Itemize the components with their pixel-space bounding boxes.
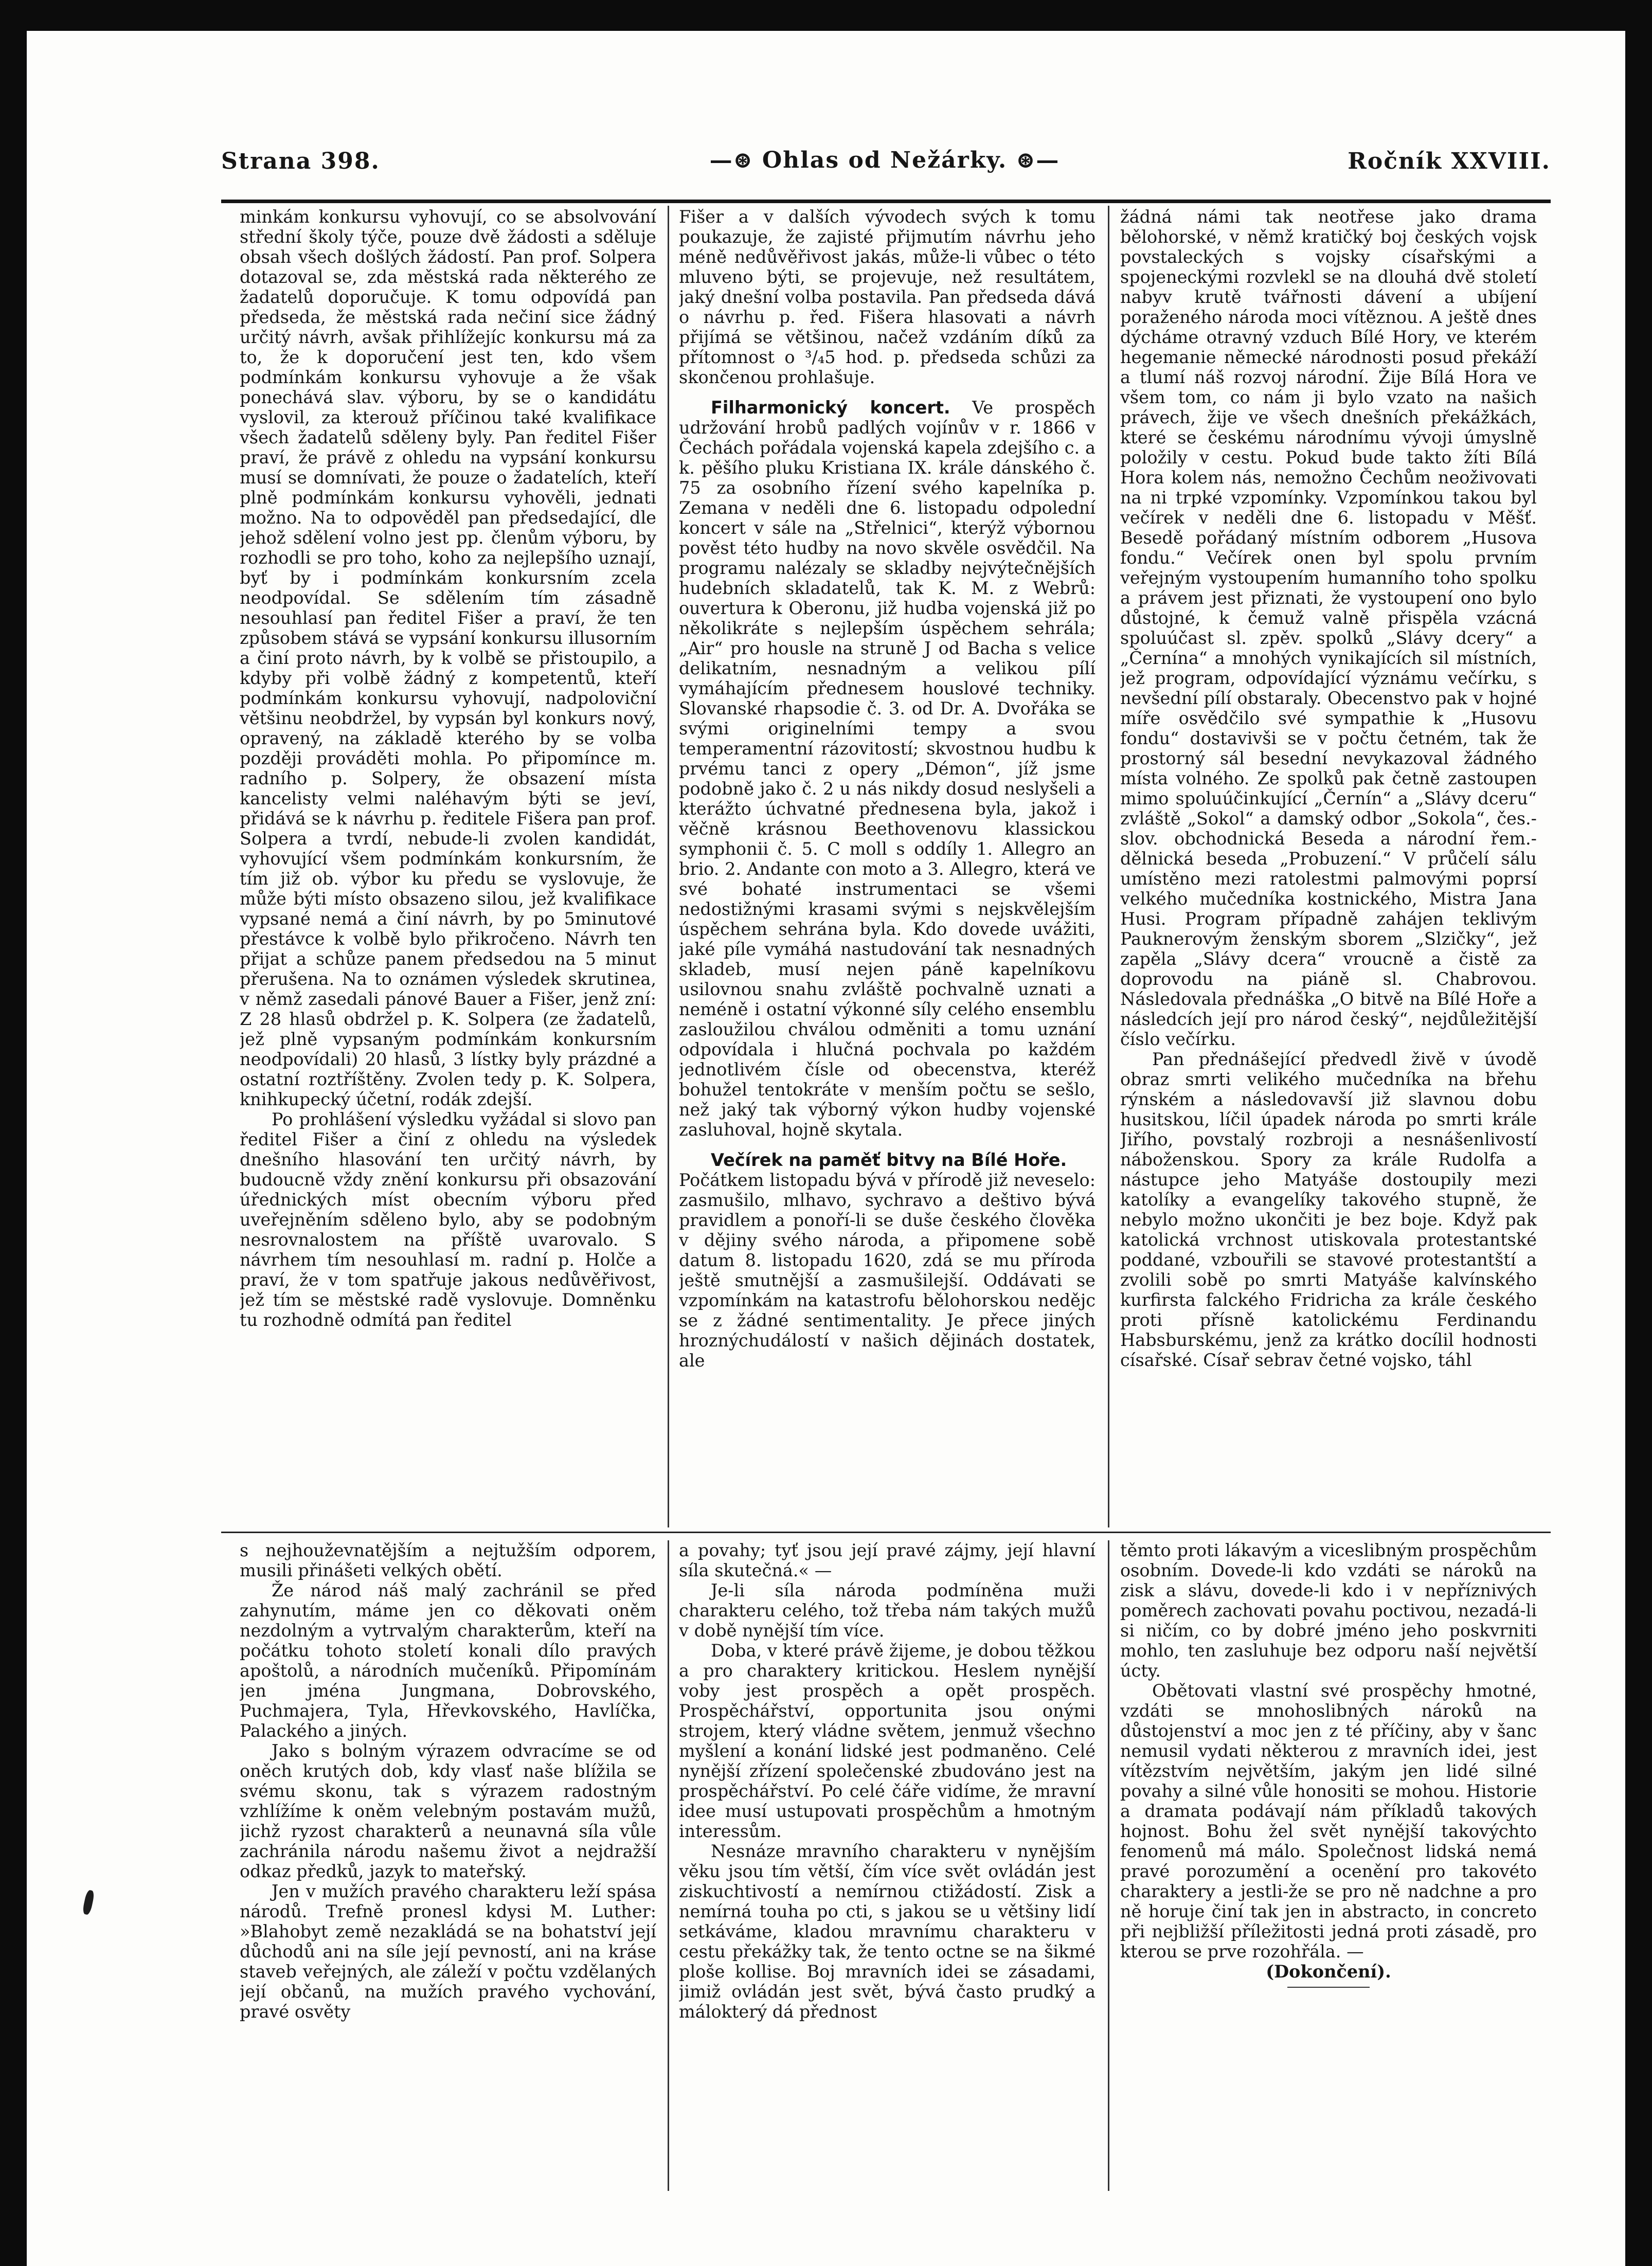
ink-blot xyxy=(82,1890,95,1915)
column-divider xyxy=(1108,206,1109,1527)
volume-number: Ročník XXVIII. xyxy=(1348,148,1551,174)
paragraph: s nejhouževnatějším a nejtužším odporem, musili přinášeti velkých obětí. xyxy=(240,1540,656,1580)
paragraph: Pan přednášející předvedl živě v úvodě obraz smrti velikého mučedníka na břehu rýnském a následovavší již slavnou dobu husitskou, líčil úpadek národa po smrti krále Jiřího, povstalý rozbroji a nesnášenlivostí náboženskou. Spory za krále Rudolfa a nástupce jeho Matyáše dostoupily mezi katolíky a evangelíky takového stupně, že nebylo možno ukončiti je bez boje. Když pak katolická vrchnost utiskovala protestantské poddané, vzbouřili se stavové protestantští a zvolili sobě po smrti Matyáše kalvínského kurfirsta falckého Fridricha za krále českého proti přísně katolickému Ferdinandu Habsburskému, jenž za krátko docílil hodnosti císařské. Císař sebrav četné vojsko, táhl xyxy=(1120,1049,1537,1370)
paragraph: Nesnáze mravního charakteru v nynějším věku jsou tím větší, čím více svět ovládán jest ziskuchtivostí a nemírnou ctižádostí. Zisk a nemírná touha po cti, s jakou se u většiny lidí setkáváme, kladou mravnímu charakteru v cestu překážky tak, že tento octne se na šikmé ploše kollise. Boj mravních idei se zásadami, jimiž ovládán jest svět, bývá často prudký a málokterý dá přednost xyxy=(679,1841,1096,2022)
paragraph: Je-li síla národa podmíněna muži charakteru celého, tož třeba nám takých mužů v době nynější tím více. xyxy=(679,1580,1096,1641)
column-1 xyxy=(240,207,656,1518)
paragraph: Obětovati vlastní své prospěchy hmotné, vzdáti se mnohoslibných nároků na důstojenství a moc jen z té příčiny, aby v šanc nemusil vydati některou z mravních idei, jest vítězstvím největším, jakým jen lidé silné povahy a silné vůle honositi se mohou. Historie a dramata podávají nám příkladů takových hojnost. Bohu žel svět nynější takovýchto fenomenů má málo. Společnost lidská nemá pravé porozumění a ocenění pro takovéto charaktery a jestli-že se pro ně nadchne a pro ně horuje činí tak jen in abstracto, in concreto při nejbližší příležitosti jedná proti zásadě, pro kterou se prve rozohřála. — xyxy=(1120,1681,1537,1962)
paragraph: minkám konkursu vyhovují, co se absolvování střední školy týče, pouze dvě žádosti a sděluje obsah všech došlých žádostí. Pan prof. Solpera dotazoval se, zda městská rada některého ze žadatelů doporučuje. K tomu odpovídá pan předseda, že městská rada nečiní sice žádný určitý návrh, avšak přihlížejíc konkursu má za to, že k doporučení jest ten, kdo všem podmínkám konkursu vyhovuje a že však ponechává slav. výboru, by se o kandidátu vyslovil, za kterouž příčinou také kvalifikace všech žadatelů sděleny byly. Pan ředitel Fišer praví, že právě z ohledu na vypsání konkursu musí se domnívati, že pouze o žadatelích, kteří plně podmínkám konkursu vyhověli, jednati možno. Na to odpověděl pan předsedající, dle jehož sdělení volno jest pp. členům výboru, by rozhodli se pro toho, koho za nejlepšího uznají, byť by i podmínkám konkursním zcela neodpovídal. Se sdělením tím zásadně nesouhlasí pan ředitel Fišer a praví, že ten způsobem stává se vypsání konkursu illusorním a činí proto návrh, by k volbě se přistoupilo, a kdyby při volbě žádný z kompetentů, kteří podmínkám konkursu vyhovují, nadpoloviční většinu neobdržel, by vypsán byl konkurs nový, opravený, na základě kterého by se volba později prováděti mohla. Po připomínce m. radního p. Solpery, že obsazení místa kancelisty velmi naléhavým býti se jeví, přidává se k návrhu p. ředitele Fišera pan prof. Solpera a tvrdí, nebude-li zvolen kandidát, vyhovující všem podmínkám konkursním, že tím již ob. výbor ku předu se vyslovuje, že může býti místo obsazeno silou, jež kvalifikace vypsané nemá a činí návrh, by po 5minutové přestávce k volbě bylo přikročeno. Návrh ten přijat a schůze panem předsedou na 5 minut přerušena. Na to oznámen výsledek skrutinea, v němž zasedali pánové Bauer a Fišer, jenž zní: Z 28 hlasů obdržel p. K. Solpera (ze žadatelů, jež plně vypsaným podmínkám konkursním neodpovídali) 20 hlasů, 3 lístky byly prázdné a ostatní roztříštěny. Zvolen tedy p. K. Solpera, knihkupecký účetní, rodák zdejší. xyxy=(240,207,656,1109)
page-number: Strana 398. xyxy=(221,148,380,174)
paragraph: žádná námi tak neotřese jako drama bělohorské, v němž kratičký boj českých vojsk povstaleckých s vojsky císařskými a spojeneckými rozvlekl se na dlouhá dvě století nabyv krutě tvářnosti dávení a ubíjení poraženého národa moci vítěznou. A ještě dnes dýcháme otravný vzduch Bílé Hory, ve kterém hegemanie německé národnosti posud překáží a tlumí náš rozvoj národní. Žije Bílá Hora ve všem tom, co nám ji bylo vzato na našich právech, žije ve všech dnešních překážkách, které se českému národnímu vývoji úmyslně položily v cestu. Pokud bude takto žíti Bílá Hora kolem nás, nemožno Čechům neoživovati na ni trpké vzpomínky. Vzpomínkou takou byl večírek v neděli dne 6. listopadu v Měšť. Besedě pořádaný místním odborem „Husova fondu.“ Večírek onen byl spolu prvním veřejným vystoupením humanního toho spolku a právem jest přiznati, že vystoupení ono bylo důstojné, k čemuž valně přispěla vzácná spoluúčast sl. zpěv. spolků „Slávy dcery“ a „Černína“ a mnohých vynikajících sil místních, jež program, odpovídající význámu večírku, s nevšední pílí obstaraly. Obecenstvo pak v hojné míře osvědčilo své sympathie k „Husovu fondu“ dostavivši se v počtu četném, tak že prostorný sál besední nevykazoval žádného místa volného. Ze spolků pak četně zastoupen mimo spoluúčinkující „Černín“ a „Slávy dceru“ zvláště „Sokol“ a damský odbor „Sokola“, čes.-slov. obchodnická Beseda a národní řem.-dělnická beseda „Probuzení.“ V průčelí sálu umístěno mezi ratolestmi palmovými poprsí velkého mučedníka kostnického, Mistra Jana Husi. Program případně zahájen teklivým Pauknerovým ženským sborem „Slzičky“, jež zapěla „Slávy dcera“ vroucně a čistě za doprovodu na piáně sl. Chabrovou. Následovala přednáška „O bitvě na Bílé Hoře a následcích její pro národ český“, nejdůležitější číslo večírku. xyxy=(1120,207,1537,1049)
article-filharmonicky-koncert xyxy=(679,398,1096,1140)
scan-border-right xyxy=(1625,0,1652,2266)
article-heading: Filharmonický koncert. xyxy=(711,398,950,418)
article-text: Počátkem listopadu bývá v přírodě již neveselo: zasmušilo, mlhavo, sychravo a deštivo bývá pravidlem a ponoří-li se duše českého člověka v dějiny svého národa, a připomene sobě datum 8. listopadu 1620, zdá se mu příroda ještě smutnější a zasmušilejší. Oddávati se vzpomínkám na katastrofu bělohorskou nedějc se z žádné sentimentality. Je přece jiných hroznýchudálostí v našich dějinách dostatek, ale xyxy=(679,1170,1096,1371)
article-text: Ve prospěch udržování hrobů padlých vojínův v r. 1866 v Čechách pořádala vojenská kapela zdejšího c. a k. pěšího pluku Kristiana IX. krále dánského č. 75 za osobního řízení svého kapelníka p. Zemana v neděli dne 6. listopadu odpolední koncert v sále na „Střelnici“, kterýž výbornou pověst této hudby na novo skvěle osvědčil. Na programu nalézaly se skladby nejvýtečnějších hudebních skladatelů, tak K. M. z Webrů: ouvertura k Oberonu, již hudba vojenská již po několikráte s nejlepším úspěchem sehrála; „Air“ pro housle na struně J od Bacha s velice delikatním, nesnadným a velikou pílí vymáhajícím přednesem houslové techniky. Slovanské rhapsodie č. 3. od Dr. A. Dvořáka se svými originelními tempy a svou temperamentní rázovitostí; skvostnou hudbu k prvému tanci z opery „Démon“, jíž jsme podobně jako č. 2 u nás nikdy dosud neslyšeli a kterážto úchvatné přednesena byla, jakož i věčně krásnou Beethovenovu klassickou symphonii č. 5. C moll s oddíly 1. Allegro an brio. 2. Andante con moto a 3. Allegro, která ve své bohaté instrumentaci se všemi nedostižnými krasami svými s nejskvělejším úspěchem sehrána byla. Kdo dovede uvážiti, jaké píle vymáhá nastudování tak nesnadných skladeb, musí nejen páně kapelníkovu usilovnou snahu zvláště pochvalně uznati a neméně i ostatní výkonné síly celého ensemblu zasloužilou chválou odměniti a tomu uznání odpovídala i hlučná pochvala po každém jednotlivém čísle od obecenstva, kteréž bohužel tentokráte v menším počtu se sešlo, než jaký tak výborný výkon hudby vojenské zasluhoval, hojně skytala. xyxy=(679,398,1096,1140)
paragraph: Že národ náš malý zachránil se před zahynutím, máme jen co děkovati oněm nezdolným a vytrvalým charakterům, kteří na počátku tohoto století konali dílo pravých apoštolů, a národních mučeníků. Připomínám jen jména Jungmana, Dobrovského, Puchmajera, Tyla, Hřevkovského, Havlíčka, Palackého a jiných. xyxy=(240,1580,656,1741)
lower-column-3 xyxy=(1120,1540,1537,2188)
scan-border-left xyxy=(0,0,27,2266)
lower-column-1 xyxy=(240,1540,656,2188)
paragraph: Jako s bolným výrazem odvracíme se od oněch krutých dob, kdy vlasť naše blížila se svému skonu, tak s výrazem radostným vzhlížíme k oněm velebným postavám mužů, jichž ryzost charakterů a neunavná síla vůle zachránila národu našemu život a nejdražší odkaz předků, jazyk to mateřský. xyxy=(240,1741,656,1881)
end-rule xyxy=(1287,1987,1370,1988)
page-content xyxy=(221,129,1551,2191)
column-divider xyxy=(668,1540,669,2191)
column-divider xyxy=(668,206,669,1527)
paragraph: Po prohlášení výsledku vyžádal si slovo pan ředitel Fišer a činí z ohledu na výsledek dnešního hlasování ten určitý návrh, by budoucně vždy znění konkursu při obsazování úřednických míst obecním výboru před uveřejněním sděleno bylo, aby se podobným nesrovnalostem na příště uvarovalo. S návrhem tím nesouhlasí m. radní p. Holče a praví, že v tom spatřuje jakous nedůvěřivost, jež tím se městské radě vyslovuje. Domněnku tu rozhodně odmítá pan ředitel xyxy=(240,1109,656,1330)
column-2 xyxy=(679,207,1096,1518)
continuation-note: (Dokončení). xyxy=(1266,1962,1391,1982)
paragraph: těmto proti lákavým a viceslibným prospěchům osobním. Dovede-li kdo vzdáti se nároků na zisk a slávu, dovede-li kdo i v nepříznivých poměrech zachovati povahu poctivou, nezadá-li si ničím, co by dobré jméno jeho poskvrniti mohlo, ten zasluhuje bez odporu naší největší úcty. xyxy=(1120,1540,1537,1681)
header-rule xyxy=(221,200,1551,203)
scan-border-top xyxy=(0,0,1652,31)
lower-column-2 xyxy=(679,1540,1096,2188)
newspaper-page xyxy=(27,31,1625,2266)
paragraph: Fišer a v dalších vývodech svých k tomu poukazuje, že zajisté přijmutím návrhu jeho méně nedůvěřivost jakás, může-li vůbec o této mluveno býti, se projevuje, než resultátem, jaký dnešní volba postavila. Pan předseda dává o návrhu p. řed. Fišera hlasovati a návrh přijímá se většinou, načež vzdáním díků za přítomnost o ³/₄5 hod. p. předseda schůzi za skončenou prohlašuje. xyxy=(679,207,1096,387)
column-3 xyxy=(1120,207,1537,1518)
masthead-title: —⊛ Ohlas od Nežárky. ⊛— xyxy=(709,147,1060,173)
paragraph: Doba, v které právě žijeme, je dobou těžkou a pro charaktery kritickou. Heslem nynější voby jest prospěch a opět prospěch. Prospěchářství, opportunita jsou onými strojem, který vládne světem, jenmuž všechno myšlení a konání lidské jest podmaněno. Celé nynější zřízení společenské zbudováno jest na prospěchářství. Po celé čáře vidíme, že mravní idee musí ustupovati prospěchům a hmotným interessům. xyxy=(679,1641,1096,1841)
article-vecirek-heading-line xyxy=(679,1150,1096,1170)
page-header xyxy=(221,146,1551,185)
paragraph: Jen v mužích pravého charakteru leží spása národů. Trefně pronesl kdysi M. Luther: »Blahobyt země nezakládá se na bohatství její důchodů ani na síle její pevností, ani na kráse staveb veřejných, ale záleží v počtu vzdělaných její občanů, na mužích pravého vychování, pravé osvěty xyxy=(240,1881,656,2022)
paragraph: a povahy; tyť jsou její pravé zájmy, její hlavní síla skutečná.« — xyxy=(679,1540,1096,1580)
column-divider xyxy=(1108,1540,1109,2191)
article-heading: Večírek na paměť bitvy na Bílé Hoře. xyxy=(711,1150,1067,1170)
section-rule xyxy=(221,1532,1551,1533)
